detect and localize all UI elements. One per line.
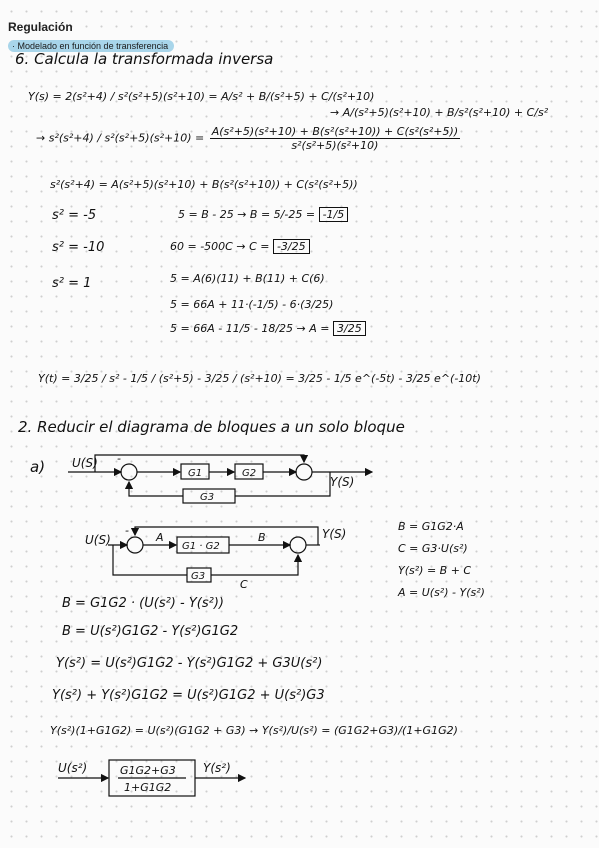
p6-line-2-numerator: A(s²+5)(s²+10) + B(s²(s²+10)) + C(s²(s²+5)) bbox=[211, 125, 459, 138]
d1-block-g1: G1 bbox=[188, 468, 203, 479]
section-tag: · Modelado en función de transferencia bbox=[8, 40, 174, 52]
p6-line-2: → s²(s²+4) / s²(s²+5)(s²+10) = $\frac{\text{A(s²+5)(s²+10) + B(s²(s²+10)) + C(s²(s²+5))}}{\text{s²(s²+5)(s²+10)}}$ bbox=[36, 125, 459, 152]
d2-input-label: U(S) bbox=[85, 533, 111, 547]
derivation-line-4: Y(s²) + Y(s²)G1G2 = U(s²)G1G2 + U(s²)G3 bbox=[52, 688, 325, 703]
d2-label-b: B bbox=[258, 531, 266, 544]
final-output-label: Y(s²) bbox=[203, 761, 231, 775]
p6-line-2-denominator: s²(s²+5)(s²+10) bbox=[291, 139, 379, 152]
side-eq-4: A = U(s²) - Y(s²) bbox=[398, 586, 485, 599]
d2-block-g1g2: G1 · G2 bbox=[182, 541, 220, 552]
p6-case-2-s: s² = -10 bbox=[52, 240, 105, 255]
p6-case-3-eq-1: 5 = A(6)(11) + B(11) + C(6) bbox=[170, 272, 325, 285]
final-input-label: U(s²) bbox=[58, 761, 88, 775]
d1-block-g3: G3 bbox=[200, 492, 215, 503]
d2-label-a: A bbox=[156, 531, 164, 544]
p6-line-2-left: → s²(s²+4) / s²(s²+5)(s²+10) bbox=[36, 131, 192, 145]
p6-case-3-answer: 3/25 bbox=[333, 321, 366, 336]
p6-line-1-arrow: → A/(s²+5)(s²+10) + B/s²(s²+10) + C/s² bbox=[330, 106, 549, 119]
p6-case-1-s: s² = -5 bbox=[52, 208, 97, 223]
p6-result: Y(t) = 3/25 / s² - 1/5 / (s²+5) - 3/25 / (s²+10) = 3/25 - 1/5 e^(-5t) - 3/25 e^(-10t) bbox=[38, 372, 481, 385]
d1-input-label: U(S) bbox=[72, 456, 98, 470]
d1-output-label: Y(S) bbox=[330, 475, 355, 489]
side-eq-3: Y(s²) = B + C bbox=[398, 564, 472, 577]
p6-case-2-text: 60 = -500C → C = bbox=[170, 240, 273, 253]
d1-minus-sign: - bbox=[117, 452, 121, 465]
p6-case-3-text: 5 = 66A - 11/5 - 18/25 → A = bbox=[170, 322, 334, 335]
p6-case-1-text: 5 = B - 25 → B = 5/-25 = bbox=[178, 208, 319, 221]
page-title: Regulación bbox=[8, 20, 73, 34]
d2-label-c: C bbox=[240, 578, 248, 591]
p6-case-3-s: s² = 1 bbox=[52, 276, 92, 291]
derivation-line-5: Y(s²)(1+G1G2) = U(s²)(G1G2 + G3) → Y(s²)/U(s²) = (G1G2+G3)/(1+G1G2) bbox=[50, 724, 458, 737]
final-block-numerator: G1G2+G3 bbox=[120, 764, 176, 777]
p6-line-1: Y(s) = 2(s²+4) / s²(s²+5)(s²+10) = A/s² + B/(s²+5) + C/(s²+10) bbox=[28, 90, 375, 103]
side-eq-2: C = G3·U(s²) bbox=[398, 542, 468, 555]
p6-case-1-answer: -1/5 bbox=[319, 207, 349, 222]
p6-line-3: s²(s²+4) = A(s²+5)(s²+10) + B(s²(s²+10)) + C(s²(s²+5)) bbox=[50, 178, 358, 191]
p6-case-3-eq-2: 5 = 66A + 11·(-1/5) - 6·(3/25) bbox=[170, 298, 334, 311]
derivation-line-2: B = U(s²)G1G2 - Y(s²)G1G2 bbox=[62, 624, 239, 639]
d2-block-g3: G3 bbox=[191, 571, 206, 582]
side-eq-1: B = G1G2·A bbox=[398, 520, 464, 533]
derivation-line-3: Y(s²) = U(s²)G1G2 - Y(s²)G1G2 + G3U(s²) bbox=[56, 656, 323, 671]
d2-minus-sign: - bbox=[125, 524, 129, 537]
p6-case-2-answer: -3/25 bbox=[273, 239, 310, 254]
d2-output-label: Y(S) bbox=[322, 527, 347, 541]
problem-2-heading: 2. Reducir el diagrama de bloques a un solo bloque bbox=[18, 418, 405, 436]
d1-block-g2: G2 bbox=[242, 468, 257, 479]
problem-6-heading: 6. Calcula la transformada inversa bbox=[15, 50, 274, 68]
derivation-line-1: B = G1G2 · (U(s²) - Y(s²)) bbox=[62, 596, 224, 611]
part-a-label: a) bbox=[30, 458, 46, 476]
final-block-denominator: 1+G1G2 bbox=[124, 781, 172, 794]
